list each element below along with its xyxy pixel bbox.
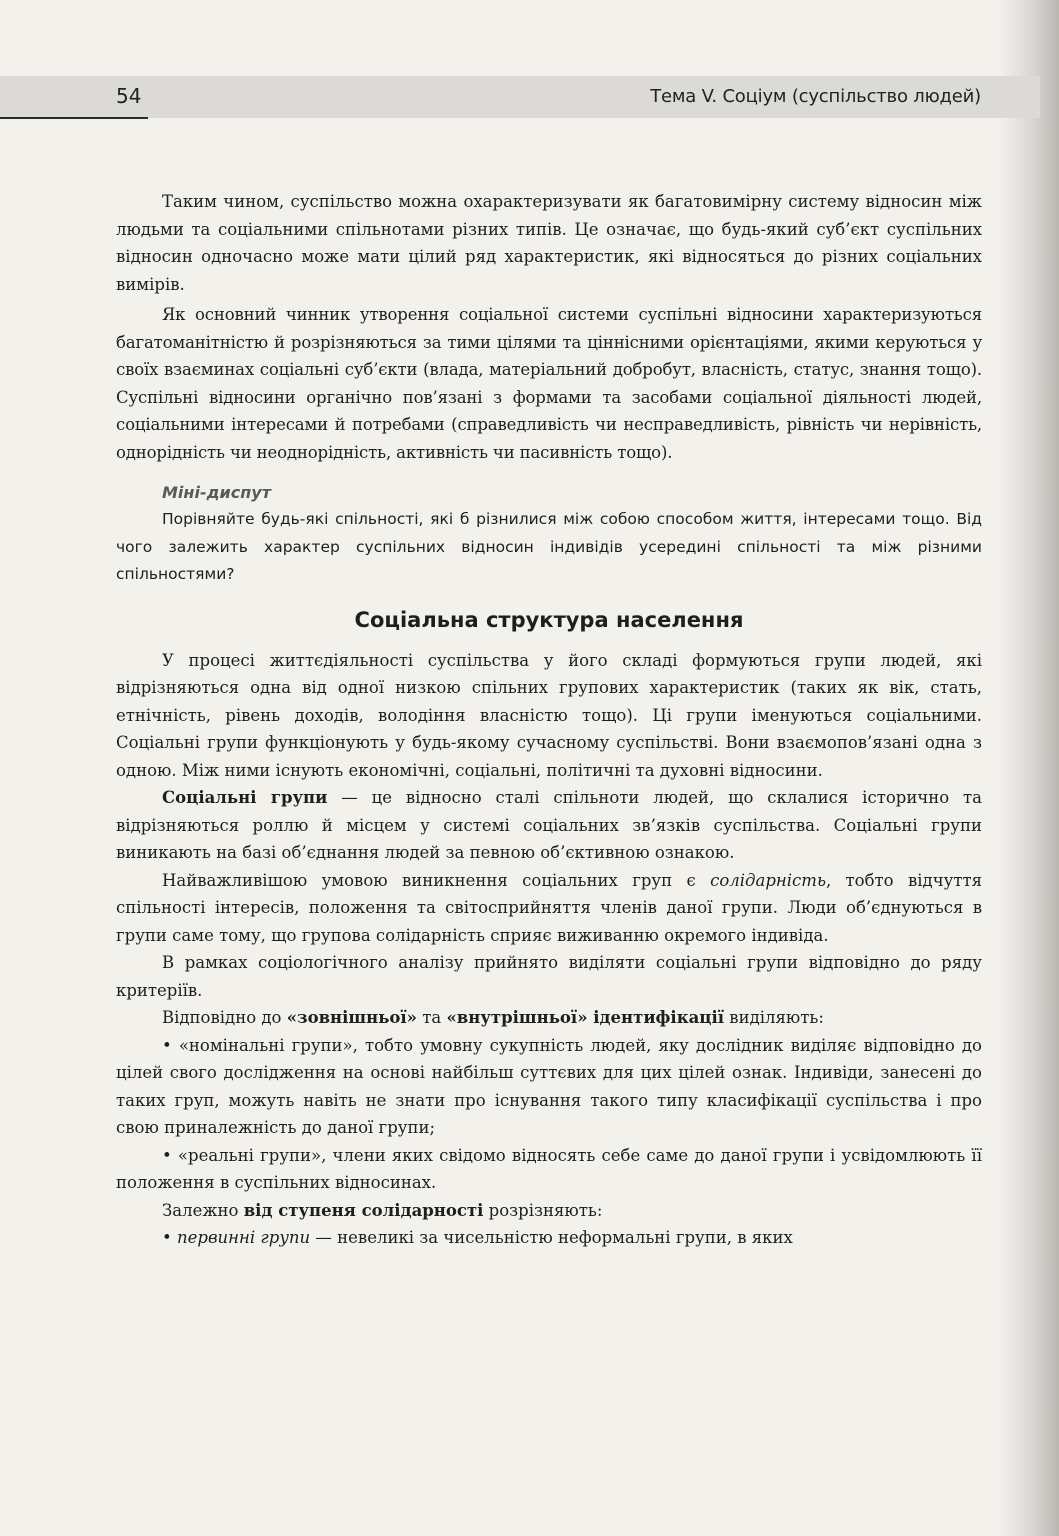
- term-primary-groups: первинні групи: [176, 1228, 311, 1247]
- paragraph-5-start: Найважливішою умовою виникнення соціальних груп є: [162, 870, 711, 890]
- section-title: Соціальна структура населення: [354, 607, 744, 632]
- term-social-groups: Соціальні групи: [162, 788, 328, 807]
- term-solidarity-degree: від ступеня солідарності: [243, 1200, 484, 1220]
- header-rule: [0, 117, 148, 119]
- list-item-real-groups: [116, 1142, 982, 1197]
- term-solidarity: солідарність: [710, 870, 826, 890]
- page-edge-shadow: [999, 0, 1059, 1536]
- list-item-nominal-groups: [116, 1032, 982, 1142]
- paragraph-8: [116, 1197, 982, 1225]
- p7-part-c: та: [417, 1008, 447, 1027]
- paragraph-3: У процесі життєдіяльності суспільства у його складі формуються групи людей, які відрізняються одна від одної низкою спільних групових характеристик (таких як вік, стать, етнічність, рівень доходів, володіння власністю тощо). Ці групи іменуються соціальними. Соціальні групи функціонують у будь-якому сучасному суспільстві. Вони взаємопов’язані одна з одною. Між ними існують економічні, соціальні, політичні та духовні відносини.: [116, 650, 982, 780]
- mini-dispute-heading: Міні-диспут: [162, 483, 271, 502]
- p7-part-e: виділяють:: [724, 1008, 824, 1027]
- p8-part-a: Залежно: [162, 1200, 244, 1220]
- paragraph-1: Таким чином, суспільство можна охарактеризувати як багатовимірну систему відносин між людьми та соціальними спільнотами різних типів. Це означає, що будь-який суб’єкт суспільних відносин одночасно може мати цілий ряд характеристик, які відносяться до різних соціальних вимірів.: [116, 192, 982, 294]
- term-internal-identification: «внутрішньої» ідентифікації: [446, 1008, 725, 1027]
- p7-part-a: Відповідно до: [162, 1008, 287, 1027]
- paragraph-4-text: — це відносно сталі спільноти людей, що склалися історично та відрізняються роллю й місцем у системі соціальних зв’язків суспільства. Соціальні групи виникають на базі об’єднання людей за певною об’єктивною ознакою.: [116, 788, 982, 862]
- paragraph-7: [116, 1004, 982, 1032]
- paragraph-4: [116, 784, 982, 867]
- page-number: 54: [116, 84, 142, 108]
- nominal-groups-text: , тобто умовну сукупність людей, яку дослідник виділяє відповідно до цілей свого дослідження на основі найбільш суттєвих для цих цілей ознак. Індивіди, занесені до таких груп, можуть навіть не знати про існування такого типу класифікації суспільства і про свою приналежність до даної групи;: [116, 1035, 982, 1137]
- list-item-primary-groups: [116, 1224, 982, 1252]
- paragraph-5: [116, 867, 982, 950]
- term-nominal-groups: • «номінальні групи»: [162, 1035, 353, 1055]
- p8-part-c: розрізняють:: [483, 1200, 603, 1220]
- term-real-groups: • «реальні групи»: [162, 1145, 322, 1165]
- page-body: [116, 188, 982, 1252]
- mini-dispute-text: Порівняйте будь-які спільності, які б різнилися між собою способом життя, інтересами тощо. Від чого залежить характер суспільних відносин індивідів усередині спільності та між різними спільностями?: [116, 510, 982, 583]
- term-external: «зовнішньої»: [286, 1008, 417, 1027]
- primary-groups-text: — невеликі за чисельністю неформальні групи, в яких: [310, 1228, 793, 1247]
- paragraph-6: В рамках соціологічного аналізу прийнято виділяти соціальні групи відповідно до ряду критеріїв.: [116, 953, 982, 1000]
- real-groups-text: , члени яких свідомо відносять себе саме до даної групи і усвідомлюють її положення в суспільних відносинах.: [116, 1145, 982, 1192]
- running-title: Тема V. Соціум (суспільство людей): [650, 86, 981, 107]
- paragraph-5-text: , тобто відчуття спільності інтересів, положення та світосприйняття членів даної групи. Люди об’єднуються в групи саме тому, що групова солідарність сприяє виживанню окремого індивіда.: [116, 870, 982, 945]
- paragraph-2: Як основний чинник утворення соціальної системи суспільні відносини характеризуються багатоманітністю й розрізняються за тими цілями та ціннісними орієнтаціями, якими керуються у своїх взаєминах соціальні суб’єкти (влада, матеріальний добробут, власність, статус, знання тощо). Суспільні відносини органічно пов’язані з формами та засобами соціальної діяльності людей, соціальними інтересами й потребами (справедливість чи несправедливість, рівність чи нерівність, однорідність чи неоднорідність, активність чи пасивність тощо).: [116, 305, 982, 462]
- bullet-dot: •: [162, 1228, 177, 1247]
